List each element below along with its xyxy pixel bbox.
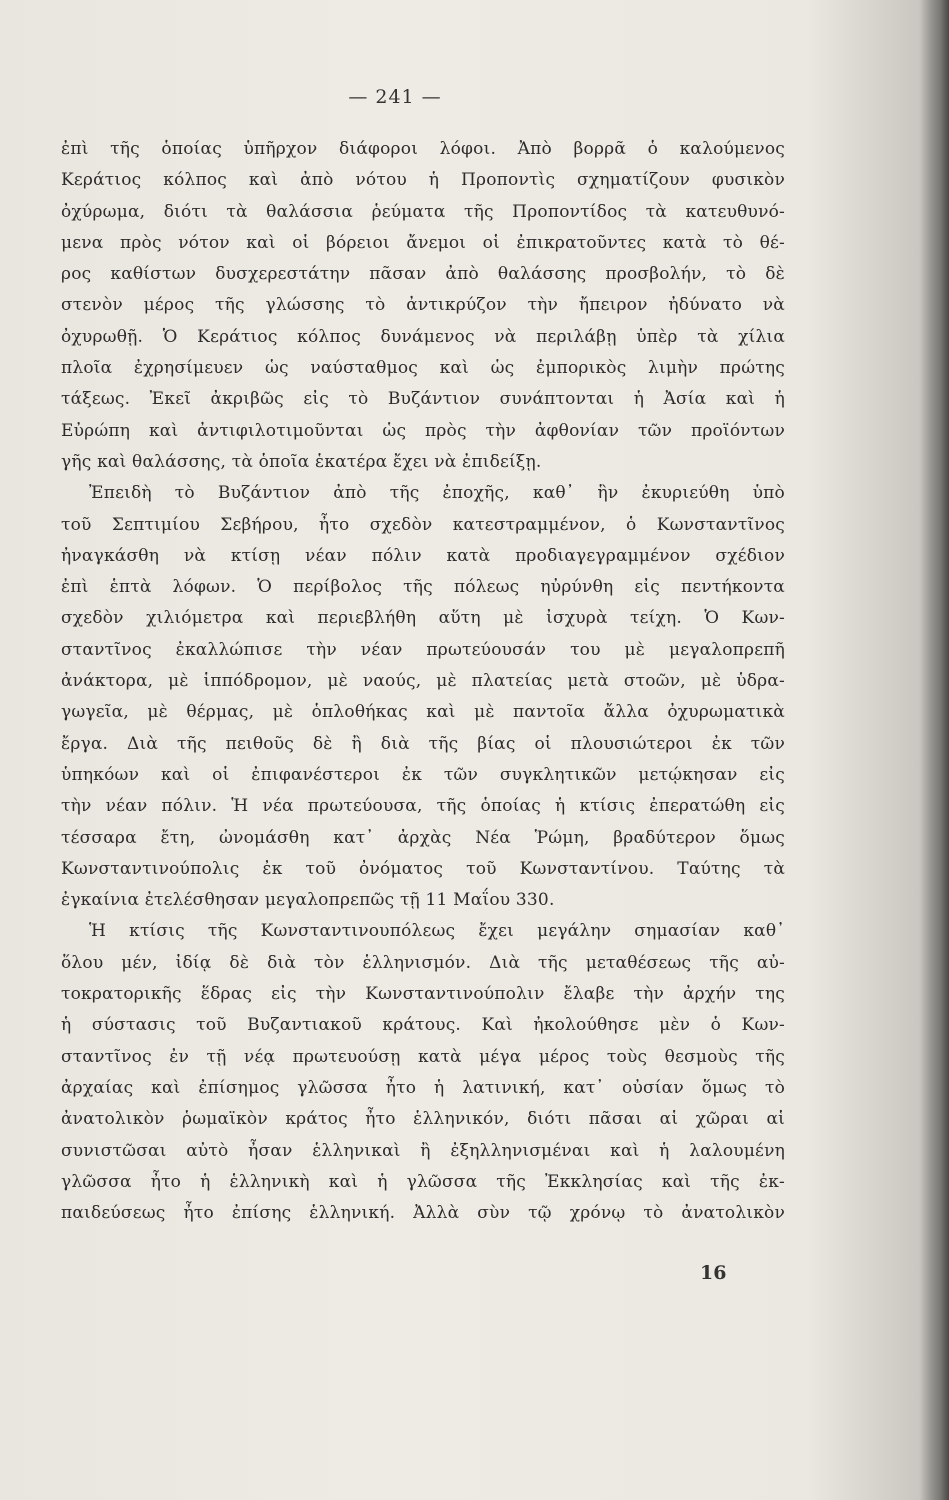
page-number: — 241 —	[348, 86, 442, 108]
text-line: συνιστῶσαι αὐτὸ ἦσαν ἑλληνικαὶ ἢ ἐξηλληνισμέναι καὶ ἡ λαλουμένη	[61, 1140, 785, 1161]
text-line: ἀρχαίας καὶ ἐπίσημος γλῶσσα ἦτο ἡ λατινική, κατ᾽ οὐσίαν ὅμως τὸ	[61, 1077, 785, 1098]
text-line: ρος καθίστων δυσχερεστάτην πᾶσαν ἀπὸ θαλάσσης προσβολήν, τὸ δὲ	[61, 264, 785, 285]
text-line: γλῶσσα ἦτο ἡ ἑλληνικὴ καὶ ἡ γλῶσσα τῆς Ἐκκλησίας καὶ τῆς ἐκ-	[61, 1171, 785, 1192]
text-line: Κωνσταντινούπολις ἐκ τοῦ ὀνόματος τοῦ Κωνσταντίνου. Ταύτης τὰ	[61, 858, 785, 879]
text-line: Ἡ κτίσις τῆς Κωνσταντινουπόλεως ἔχει μεγάλην σημασίαν καθ᾽	[89, 921, 785, 942]
text-line: ὑπηκόων καὶ οἱ ἐπιφανέστεροι ἐκ τῶν συγκλητικῶν μετῴκησαν εἰς	[61, 764, 785, 785]
text-line: ἡ σύστασις τοῦ Βυζαντιακοῦ κράτους. Καὶ ἠκολούθησε μὲν ὁ Κων-	[61, 1015, 785, 1036]
text-line: στενὸν μέρος τῆς γλώσσης τὸ ἀντικρύζον τὴν ἤπειρον ἠδύνατο νὰ	[61, 295, 785, 316]
page-edge-shadow	[919, 0, 949, 1500]
text-line: ἀνάκτορα, μὲ ἱππόδρομον, μὲ ναούς, μὲ πλατείας μετὰ στοῶν, μὲ ὑδρα-	[61, 671, 785, 692]
text-line: ὀχύρωμα, διότι τὰ θαλάσσια ῥεύματα τῆς Προποντίδος τὰ κατευθυνό-	[61, 201, 785, 222]
text-line: σχεδὸν χιλιόμετρα καὶ περιεβλήθη αὕτη μὲ ἰσχυρὰ τείχη. Ὁ Κων-	[61, 608, 785, 629]
text-line: μενα πρὸς νότον καὶ οἱ βόρειοι ἄνεμοι οἱ ἐπικρατοῦντες κατὰ τὸ θέ-	[61, 232, 785, 253]
text-line: ἐπὶ ἑπτὰ λόφων. Ὁ περίβολος τῆς πόλεως ηὐρύνθη εἰς πεντήκοντα	[61, 577, 785, 598]
signature-mark: 16	[700, 1262, 727, 1284]
text-line: γωγεῖα, μὲ θέρμας, μὲ ὁπλοθήκας καὶ μὲ παντοῖα ἄλλα ὀχυρωματικὰ	[61, 702, 785, 723]
text-line: Ἐπειδὴ τὸ Βυζάντιον ἀπὸ τῆς ἐποχῆς, καθ᾽ ἣν ἐκυριεύθη ὑπὸ	[89, 483, 785, 504]
text-line: παιδεύσεως ἦτο ἐπίσης ἑλληνική. Ἀλλὰ σὺν τῷ χρόνῳ τὸ ἀνατολικὸν	[61, 1203, 785, 1224]
text-line: γῆς καὶ θαλάσσης, τὰ ὁποῖα ἑκατέρα ἔχει νὰ ἐπιδείξῃ.	[61, 451, 542, 472]
text-line: Κεράτιος κόλπος καὶ ἀπὸ νότου ἡ Προποντὶς σχηματίζουν φυσικὸν	[61, 170, 785, 191]
text-line: ὅλου μέν, ἰδίᾳ δὲ διὰ τὸν ἑλληνισμόν. Διὰ τῆς μεταθέσεως τῆς αὐ-	[61, 952, 785, 973]
text-line: τέσσαρα ἔτη, ὠνομάσθη κατ᾽ ἀρχὰς Νέα Ῥώμη, βραδύτερον ὅμως	[61, 827, 785, 848]
paragraph-3	[61, 916, 785, 1229]
text-line: τάξεως. Ἐκεῖ ἀκριβῶς εἰς τὸ Βυζάντιον συνάπτονται ἡ Ἀσία καὶ ἡ	[61, 389, 785, 410]
text-line: ἐπὶ τῆς ὁποίας ὑπῆρχον διάφοροι λόφοι. Ἀπὸ βορρᾶ ὁ καλούμενος	[61, 139, 785, 159]
text-line: ἀνατολικὸν ῥωμαϊκὸν κράτος ἦτο ἑλληνικόν, διότι πᾶσαι αἱ χῶραι αἱ	[61, 1109, 785, 1130]
text-line: τοῦ Σεπτιμίου Σεβήρου, ἦτο σχεδὸν κατεστραμμένον, ὁ Κωνσταντῖνος	[61, 514, 785, 535]
text-line: Εὐρώπη καὶ ἀντιφιλοτιμοῦνται ὡς πρὸς τὴν ἀφθονίαν τῶν προϊόντων	[61, 420, 785, 441]
body-text	[61, 134, 785, 1229]
text-line: τὴν νέαν πόλιν. Ἡ νέα πρωτεύουσα, τῆς ὁποίας ἡ κτίσις ἐπερατώθη εἰς	[61, 796, 785, 817]
text-line: ὀχυρωθῇ. Ὁ Κεράτιος κόλπος δυνάμενος νὰ περιλάβῃ ὑπὲρ τὰ χίλια	[61, 326, 785, 347]
text-line: σταντῖνος ἐν τῇ νέᾳ πρωτευούσῃ κατὰ μέγα μέρος τοὺς θεσμοὺς τῆς	[61, 1046, 785, 1067]
text-line: σταντῖνος ἐκαλλώπισε τὴν νέαν πρωτεύουσάν του μὲ μεγαλοπρεπῆ	[61, 639, 785, 660]
paragraph-2	[61, 478, 785, 916]
paragraph-1	[61, 134, 785, 478]
text-line: πλοῖα ἐχρησίμευεν ὡς ναύσταθμος καὶ ὡς ἐμπορικὸς λιμὴν πρώτης	[61, 358, 785, 379]
text-line: ἠναγκάσθη νὰ κτίσῃ νέαν πόλιν κατὰ προδιαγεγραμμένον σχέδιον	[61, 545, 785, 566]
text-line: ἐγκαίνια ἐτελέσθησαν μεγαλοπρεπῶς τῇ 11 Μαΐου 330.	[61, 890, 555, 911]
text-line: τοκρατορικῆς ἕδρας εἰς τὴν Κωνσταντινούπολιν ἔλαβε τὴν ἀρχήν της	[61, 984, 785, 1005]
text-line: ἔργα. Διὰ τῆς πειθοῦς δὲ ἢ διὰ τῆς βίας οἱ πλουσιώτεροι ἐκ τῶν	[61, 733, 785, 754]
